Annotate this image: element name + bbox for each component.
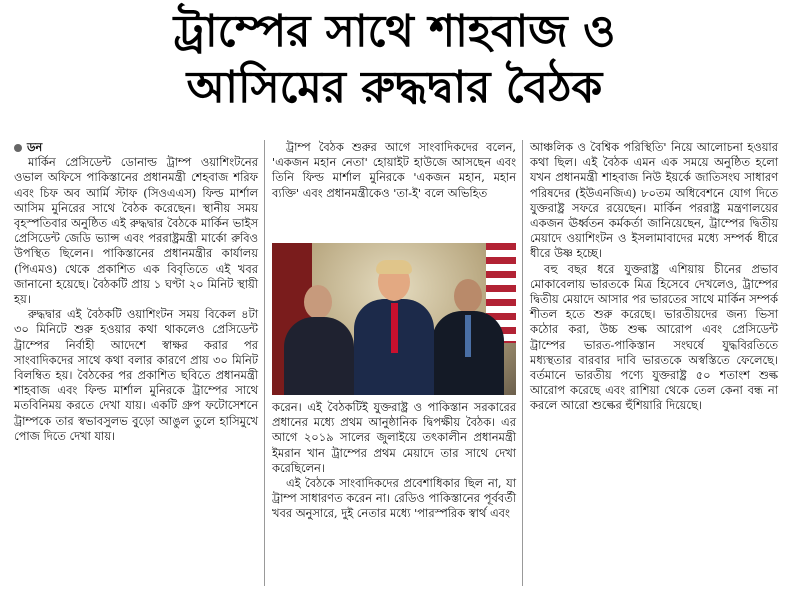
- paragraph: আঞ্চলিক ও বৈশ্বিক পরিস্থিতি' নিয়ে আলোচনা হওয়ার কথা ছিল। এই বৈঠক এমন এক সময়ে অনুষ্ঠিত হলো যখন প্রধানমন্ত্রী শাহবাজ নিউ ইয়র্কে জাতিসংঘ সাধারণ পরিষদের (ইউএনজিএ) ৮০তম অধিবেশনে যোগ দিতে যুক্তরাষ্ট্র সফরে রয়েছেন। মার্কিন পররাষ্ট্র মন্ত্রণালয়ের একজন ঊর্ধ্বতন কর্মকর্তা জানিয়েছেন, ট্রাম্পের দ্বিতীয় মেয়াদে ওয়াশিংটন ও ইসলামাবাদের মধ্যে সম্পর্ক ধীরে ধীরে উষ্ণ হচ্ছে।: [530, 140, 778, 261]
- article-column-3: [530, 140, 778, 414]
- paragraph: এই বৈঠকে সাংবাদিকদের প্রবেশাধিকার ছিল না, যা ট্রাম্প সাধারণত করেন না। রেডিও পাকিস্তানের পূর্ববর্তী খবর অনুসারে, দুই নেতার মধ্যে 'পারস্পরিক স্বার্থ এবং: [272, 476, 516, 521]
- column-divider-1: [264, 140, 265, 586]
- bullet-icon: [14, 144, 22, 152]
- person-left: [284, 285, 354, 395]
- paragraph: করেন। এই বৈঠকটিই যুক্তরাষ্ট্র ও পাকিস্তান সরকারের প্রধানের মধ্যে প্রথম আনুষ্ঠানিক দ্বিপক্ষীয় বৈঠক। এর আগে ২০১৯ সালের জুলাইয়ে তৎকালীন প্রধানমন্ত্রী ইমরান খান ট্রাম্পের প্রথম মেয়াদে তার সাথে দেখা করেছিলেন।: [272, 400, 516, 475]
- paragraph: বহু বছর ধরে যুক্তরাষ্ট্র এশিয়ায় চীনের প্রভাব মোকাবেলায় ভারতকে মিত্র হিসেবে দেখলেও, ট্রাম্পের দ্বিতীয় মেয়াদে আসার পর ভারতের সাথে মার্কিন সম্পর্ক শীতল হতে শুরু করেছে। ভারতীয়দের জন্য ভিসা কঠোর করা, উচ্চ শুল্ক আরোপ এবং প্রেসিডেন্ট ট্রাম্পের ভারত-পাকিস্তান সংঘর্ষে যুদ্ধবিরতিতে মধ্যস্থতার বারবার দাবি ভারতকে অস্বস্তিতে ফেলেছে। বর্তমানে ভারতীয় পণ্যে যুক্তরাষ্ট্র ৫০ শতাংশ শুল্ক আরোপ করেছে এবং রাশিয়া থেকে তেল কেনা বন্ধ না করলে আরো শুল্কের হুঁশিয়ারি দিয়েছে।: [530, 261, 778, 413]
- news-photo: [272, 243, 516, 395]
- headline-line-2: আসিমের রুদ্ধদ্বার বৈঠক: [186, 62, 603, 113]
- source-label: ডন: [27, 140, 43, 154]
- headline: [0, 4, 789, 116]
- headline-line-1: ট্রাম্পের সাথে শাহবাজ ও: [173, 6, 616, 57]
- paragraph: ট্রাম্প বৈঠক শুরুর আগে সাংবাদিকদের বলেন, 'একজন মহান নেতা' হোয়াইট হাউজে আসছেন এবং তিনি ফিল্ড মার্শাল মুনিরকে 'একজন মহান, মহান ব্যক্তি' এবং প্রধানমন্ত্রীকেও 'তা-ই' বলে অভিহিত: [272, 140, 516, 200]
- person-head: [454, 279, 482, 313]
- column-divider-2: [522, 140, 523, 586]
- person-right: [432, 279, 504, 395]
- paragraph: মার্কিন প্রেসিডেন্ট ডোনাল্ড ট্রাম্প ওয়াশিংটনের ওভাল অফিসে পাকিস্তানের প্রধানমন্ত্রী শেহবাজ শরিফ এবং চিফ অব আর্মি স্টাফ (সিওএএস) ফিল্ড মার্শাল আসিম মুনিরের সাথে বৈঠক করেছেন। স্থানীয় সময় বৃহস্পতিবার অনুষ্ঠিত এই রুদ্ধদ্বার বৈঠকে মার্কিন ভাইস প্রেসিডেন্ট জেডি ভ্যান্স এবং পররাষ্ট্রমন্ত্রী মার্কো রুবিও উপস্থিত ছিলেন। পাকিস্তানের প্রধানমন্ত্রীর কার্যালয় (পিএমও) থেকে প্রকাশিত এক বিবৃতিতে এই খবর জানানো হয়েছে। বৈঠকটি প্রায় ১ ঘণ্টা ২০ মিনিট স্থায়ী হয়।: [14, 155, 258, 307]
- article-column-2: [272, 140, 516, 201]
- person-tie: [465, 315, 471, 357]
- paragraph: রুদ্ধদ্বার এই বৈঠকটি ওয়াশিংটন সময় বিকেল ৪টা ৩০ মিনিটে শুরু হওয়ার কথা থাকলেও প্রেসিডেন্ট ট্রাম্পের নির্বাহী আদেশে স্বাক্ষর করার পর সাংবাদিকদের সাথে কথা বলার কারণে প্রায় ৩০ মিনিট বিলম্বিত হয়। বৈঠকের পর প্রকাশিত ছবিতে প্রধানমন্ত্রী শাহবাজ এবং ফিল্ড মার্শাল মুনিরকে ট্রাম্পের সাথে মতবিনিময় করতে দেখা যায়। একটি গ্রুপ ফটোসেশনে ট্রাম্পকে তার স্বভাবসুলভ বুড়ো আঙুল তুলে হাসিমুখে পোজ দিতে দেখা যায়।: [14, 307, 258, 443]
- article-column-2-continued: [272, 400, 516, 522]
- person-suit: [284, 317, 354, 395]
- person-hair: [376, 260, 412, 274]
- article-column-1: [14, 140, 258, 444]
- person-tie: [391, 303, 398, 353]
- source-line: [14, 140, 258, 155]
- person-center: [354, 263, 434, 395]
- person-head: [304, 285, 332, 319]
